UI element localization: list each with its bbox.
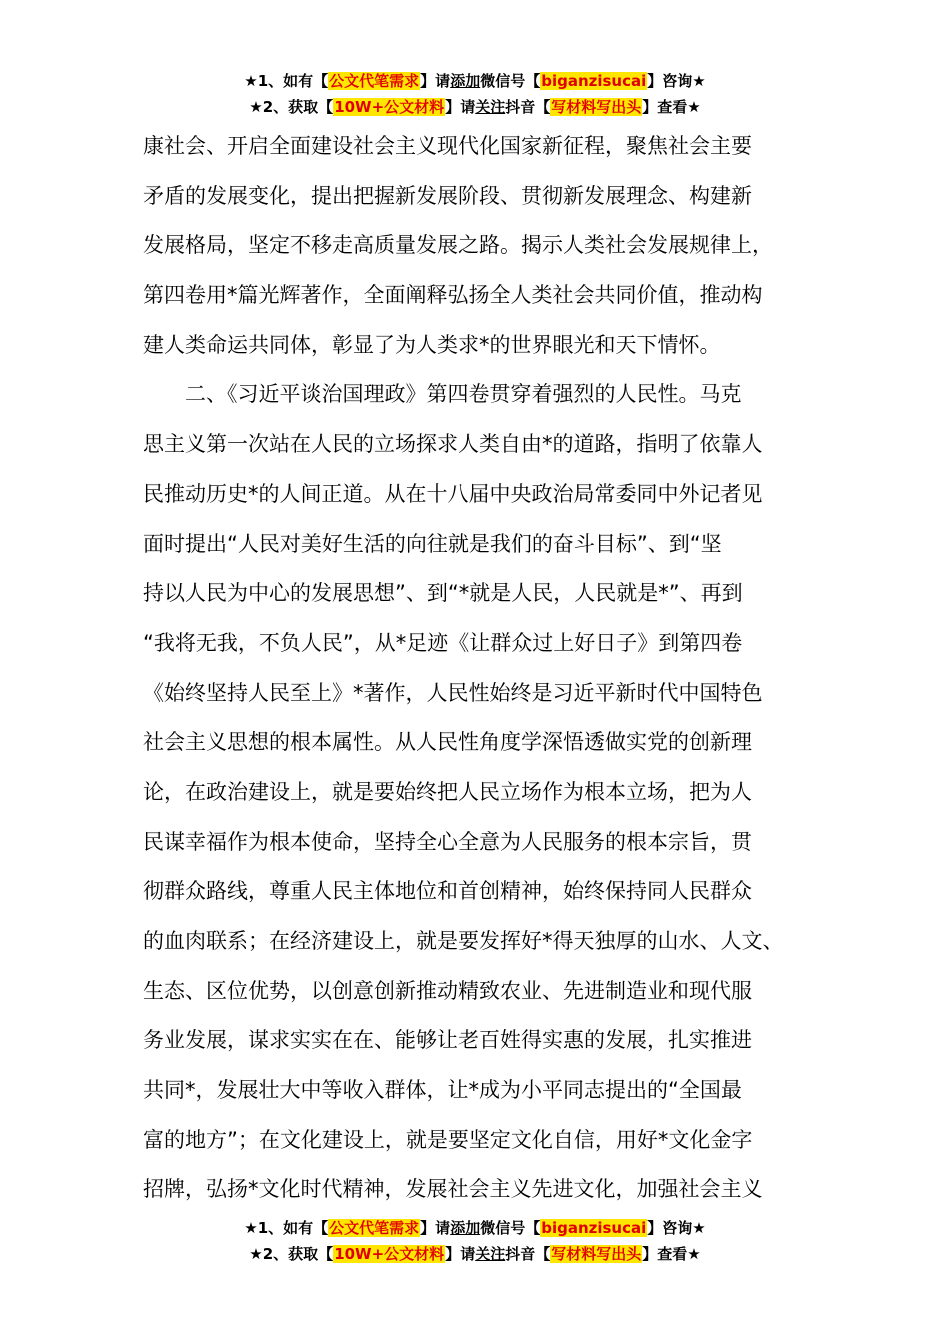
text-line: 发展格局，坚定不移走高质量发展之路。揭示人类社会发展规律上， xyxy=(143,233,773,258)
banner-highlight: 10W+公文材料 xyxy=(334,1245,445,1263)
banner-underlined-text: 关注 xyxy=(475,98,506,116)
text-line: 共同*，发展壮大中等收入群体，让*成为小平同志提出的“全国最 xyxy=(143,1078,742,1103)
banner-text: ★1、如有【 xyxy=(244,72,329,90)
banner-underlined-text: 添加 xyxy=(450,1219,481,1237)
text-line: 务业发展，谋求实实在在、能够让老百姓得实惠的发展，扎实推进 xyxy=(143,1028,752,1053)
text-line: 富的地方”；在文化建设上，就是要坚定文化自信，用好*文化金字 xyxy=(143,1127,753,1152)
banner-text: 】请 xyxy=(420,1219,451,1237)
text-line: 第四卷用*篇光辉著作，全面阐释弘扬全人类社会共同价值，推动构 xyxy=(143,283,763,308)
banner-text: ★2、获取【 xyxy=(249,1245,334,1263)
document-body xyxy=(143,122,808,1215)
footer-banner xyxy=(0,1215,950,1267)
text-line: 持以人民为中心的发展思想”、到“*就是人民，人民就是*”、再到 xyxy=(143,581,743,606)
banner-text: 】咨询★ xyxy=(647,72,706,90)
banner-underlined-text: 添加 xyxy=(450,72,481,90)
banner-highlight: 10W+公文材料 xyxy=(334,98,445,116)
text-line: 彻群众路线，尊重人民主体地位和首创精神，始终保持同人民群众 xyxy=(143,879,752,904)
banner-text: 】请 xyxy=(420,72,451,90)
banner-highlight: biganzisucai xyxy=(541,1219,647,1237)
banner-text: 抖音【 xyxy=(505,1245,551,1263)
text-line: 面时提出“人民对美好生活的向往就是我们的奋斗目标”、到“坚 xyxy=(143,531,722,556)
text-line: 论，在政治建设上，就是要始终把人民立场作为根本立场，把为人 xyxy=(143,779,752,804)
header-banner xyxy=(0,68,950,120)
banner-text: ★2、获取【 xyxy=(249,98,334,116)
banner-line-1 xyxy=(0,68,950,94)
text-line: 康社会、开启全面建设社会主义现代化国家新征程，聚焦社会主要 xyxy=(143,134,752,158)
banner-text: 】查看★ xyxy=(642,98,701,116)
text-line: 民谋幸福作为根本使命，坚持全心全意为人民服务的根本宗旨，贯 xyxy=(143,829,752,854)
banner-highlight: 公文代笔需求 xyxy=(329,1219,420,1237)
banner-text: 微信号【 xyxy=(480,1219,541,1237)
banner-highlight: biganzisucai xyxy=(541,72,647,90)
banner-highlight: 公文代笔需求 xyxy=(329,72,420,90)
text-line: 建人类命运共同体，彰显了为人类求*的世界眼光和天下情怀。 xyxy=(143,332,721,357)
banner-highlight: 写材料写出头 xyxy=(551,98,642,116)
text-line: 思主义第一次站在人民的立场探求人类自由*的道路，指明了依靠人 xyxy=(143,432,763,457)
banner-line-2 xyxy=(0,94,950,120)
banner-highlight: 写材料写出头 xyxy=(551,1245,642,1263)
text-line: 生态、区位优势，以创意创新推动精致农业、先进制造业和现代服 xyxy=(143,978,752,1003)
banner-text: 抖音【 xyxy=(505,98,551,116)
banner-text: ★1、如有【 xyxy=(244,1219,329,1237)
banner-text: 微信号【 xyxy=(480,72,541,90)
text-line: 矛盾的发展变化，提出把握新发展阶段、贯彻新发展理念、构建新 xyxy=(143,183,752,208)
banner-underlined-text: 关注 xyxy=(475,1245,506,1263)
text-line: 《始终坚持人民至上》*著作，人民性始终是习近平新时代中国特色 xyxy=(143,680,763,705)
banner-text: 】咨询★ xyxy=(647,1219,706,1237)
text-line: 招牌，弘扬*文化时代精神，发展社会主义先进文化，加强社会主义 xyxy=(143,1177,763,1202)
banner-text: 】请 xyxy=(445,1245,476,1263)
banner-line-1 xyxy=(0,1215,950,1241)
paragraph-start-line: 二、《习近平谈治国理政》第四卷贯穿着强烈的人民性。马克 xyxy=(185,382,742,407)
text-line: 社会主义思想的根本属性。从人民性角度学深悟透做实党的创新理 xyxy=(143,730,752,755)
banner-text: 】查看★ xyxy=(642,1245,701,1263)
banner-text: 】请 xyxy=(445,98,476,116)
text-line: 民推动历史*的人间正道。从在十八届中央政治局常委同中外记者见 xyxy=(143,481,763,506)
text-line: 的血肉联系；在经济建设上，就是要发挥好*得天独厚的山水、人文、 xyxy=(143,929,784,953)
banner-line-2 xyxy=(0,1241,950,1267)
text-line: “我将无我，不负人民”，从*足迹《让群众过上好日子》到第四卷 xyxy=(143,630,743,655)
